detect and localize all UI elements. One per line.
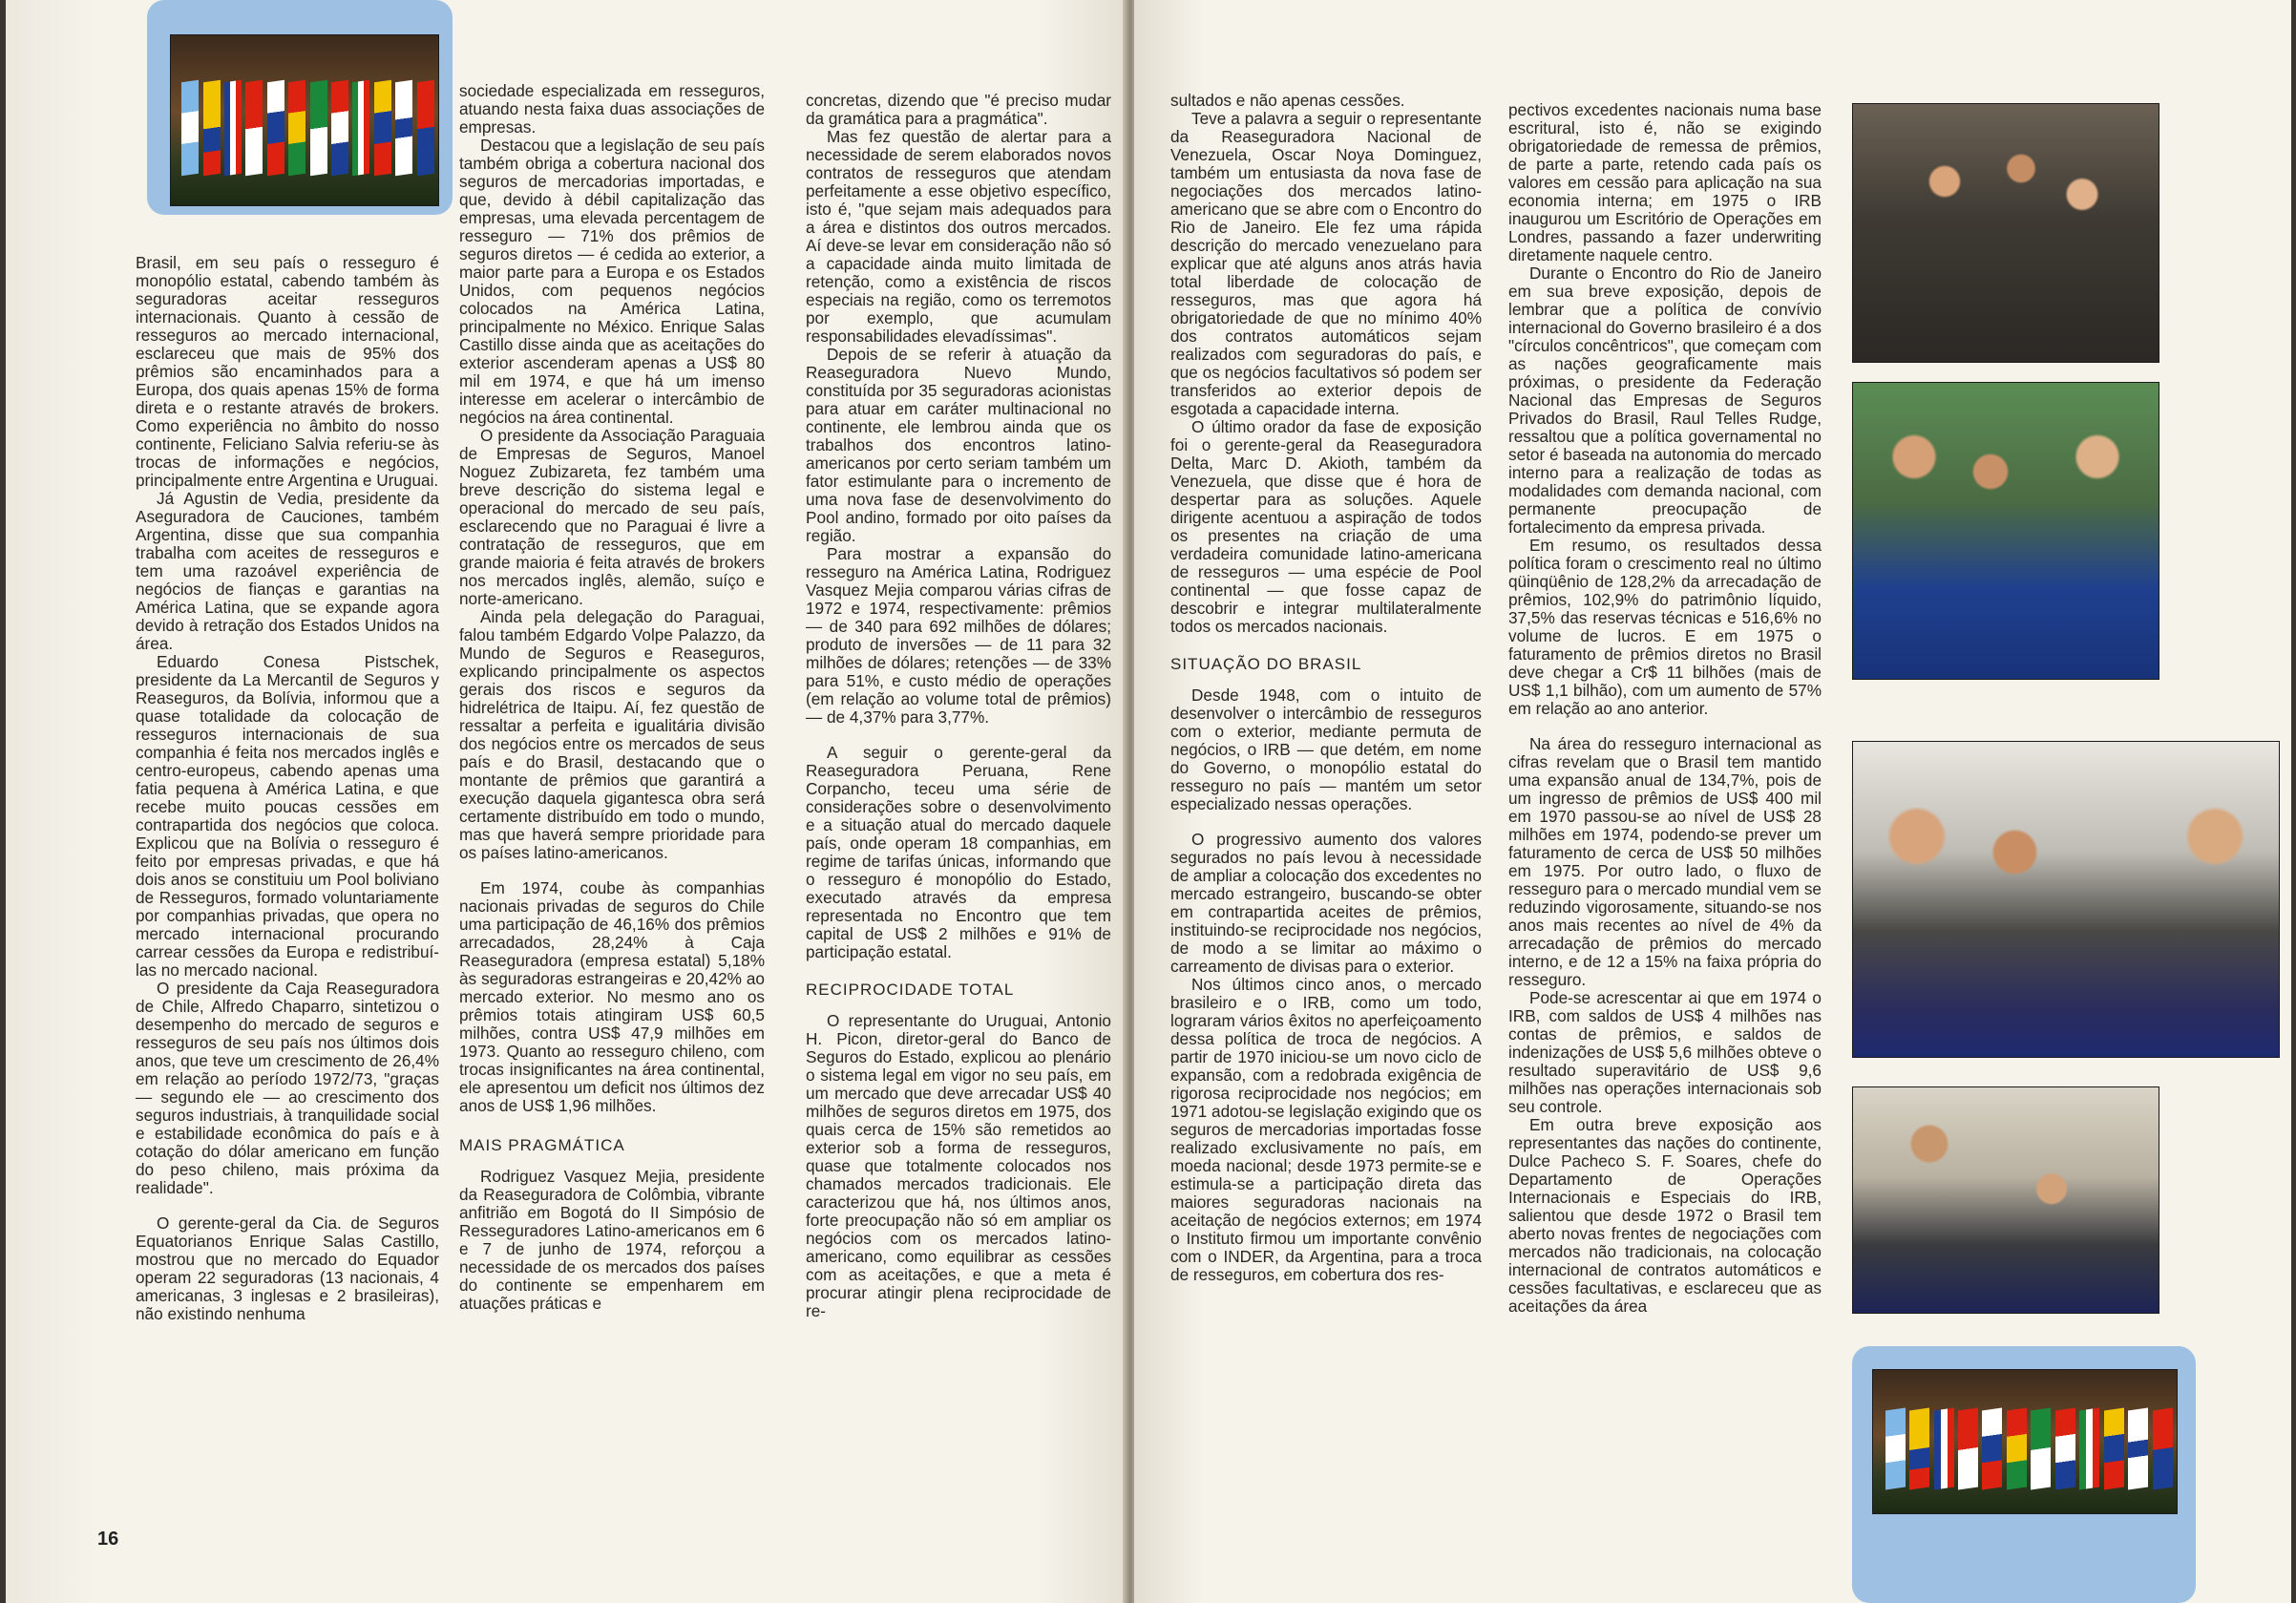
col1-paragraph: Já Agustin de Vedia, presidente da Aseguradora de Cauciones, também Argentina, disse que sua companhia trabalha com aceites de resseguros e tem uma razoável experiência de negócios de fianças e garantias na América Latina, que se expande agora devido à retração dos Estados Unidos na área. xyxy=(136,489,439,653)
page-number: 16 xyxy=(97,1529,119,1550)
right-page xyxy=(1134,0,2291,1603)
col2-paragraph: Destacou que a legislação de seu país também obriga a cobertura nacional dos seguros de mercadorias importadas, e que, devido à débil capitalização das empresas, uma elevada percentagem de resseguro — 71% dos prêmios de seguros diretos — é cedida ao exterior, a maior parte para a Europa e os Estados Unidos, com pequenos negócios colocados na América Latina, principalmente no México. Enrique Salas Castillo disse ainda que as aceitações do exterior ascenderam apenas a US$ 80 mil em 1974, e que há um imenso interesse em acelerar o intercâmbio de negócios na área continental. xyxy=(459,136,765,427)
col5-paragraph: Em outra breve exposição aos representantes das nações do continente, Dulce Pacheco S. F. Soares, chefe do Departamento de Operações Internacionais e Especiais do IRB, salientou que desde 1972 o Brasil tem aberto novas frentes de negociações com mercados não tradicionais, na colocação internacional de contratos automáticos e cessões facultativas, e esclareceu que as aceitações da área xyxy=(1508,1115,1822,1316)
col2-paragraph: Ainda pela delegação do Paraguai, falou também Edgardo Volpe Palazzo, da Mundo de Seguros e Reaseguros, explicando principalmente os aspectos gerais dos riscos e seguros da hidrelétrica de Itaipu. Aí, fez questão de ressaltar a perfeita e igualitária divisão dos negócios entre os mercados de seus país e do Brasil, destacando que o montante de prêmios que garantirá a execução daquela gigantesca obra será certamente distribuído em todo o mundo, mas que haverá sempre prioridade para os países latino-americanos. xyxy=(459,607,765,862)
section-heading-reciprocidade-total: RECIPROCIDADE TOTAL xyxy=(806,981,1015,999)
column-2 xyxy=(459,82,765,1313)
col3-paragraph: Depois de se referir à atuação da Reaseguradora Nuevo Mundo, constituída por 35 seguradoras acionistas para atuar em caráter multinacional no continente, ele lembrou ainda que os trabalhos dos encontros latino-americanos por certo seriam também um fator estimulante para o incremento de uma nova fase de desenvolvimento do Pool andino, formado por oito países da região. xyxy=(806,345,1111,545)
col5-paragraph: Em resumo, os resultados dessa política foram o crescimento real no último qüinqüênio de 128,2% da arrecadação de prêmios, 102,9% do patrimônio líquido, 37,5% das reservas técnicas e 516,6% no volume de lucros. E em 1975 o faturamento de prêmios diretos no Brasil deve chegar a Cr$ 11 bilhões (mais de US$ 1,1 bilhão), com um aumento de 57% em relação ao ano anterior. xyxy=(1508,536,1822,718)
meeting-photo-4 xyxy=(1852,1086,2159,1314)
col3-paragraph: concretas, dizendo que "é preciso mudar da gramática para a pragmática". xyxy=(806,91,1111,128)
col1-paragraph: O gerente-geral da Cia. de Seguros Equatorianos Enrique Salas Castillo, mostrou que no mercado do Equador operam 22 seguradoras (13 nacionais, 4 americanas, 3 inglesas e 2 brasileiras), não existindo nenhuma xyxy=(136,1213,439,1323)
col4-paragraph: Desde 1948, com o intuito de desenvolver o intercâmbio de resseguros com o exterior, mediante permuta de negócios, o IRB — que detém, em nome do Governo, o monopólio estatal do resseguro no país — mantém um setor especializado nessas operações. xyxy=(1170,685,1482,813)
col2-paragraph: sociedade especializada em resseguros, atuando nesta faixa duas associações de empresas. xyxy=(459,81,765,137)
meeting-photo-3 xyxy=(1852,741,2280,1058)
col1-paragraph: Brasil, em seu país o resseguro é monopólio estatal, cabendo também às seguradoras aceitar resseguros internacionais. Quanto à cessão de resseguros ao mercado internacional, esclareceu que mais de 95% dos prêmios são encaminhados para a Europa, dos quais apenas 15% de forma direta e o restante através de brokers. Como experiência no âmbito do nosso continente, Feliciano Salvia referiu-se às trocas de informações e negócios, principalmente entre Argentina e Uruguai. xyxy=(136,253,439,490)
meeting-photo-1 xyxy=(1852,103,2159,363)
col2-paragraph: O presidente da Associação Paraguaia de Empresas de Seguros, Manoel Noguez Zubizareta, fez também uma breve descrição do sistema legal e operacional do mercado de seu país, esclarecendo que no Paraguai é livre a contratação de resseguros, que em grande maioria é feita através de brokers nos mercados inglês, alemão, suíço e norte-americano. xyxy=(459,426,765,608)
flags-photo xyxy=(170,34,439,206)
col2-paragraph: Rodriguez Vasquez Mejia, presidente da Reaseguradora de Colômbia, vibrante anfitrião em Bogotá do II Simpósio de Resseguradores Latino-americanos em 6 e 7 de junho de 1974, reforçou a necessidade de os mercados dos países do continente se empenharem em atuações práticas e xyxy=(459,1167,765,1313)
col4-paragraph: O progressivo aumento dos valores segurados no país levou à necessidade de ampliar a colocação dos excedentes no mercado estrangeiro, buscando-se obter em contrapartida aceites de prêmios, instituindo-se reciprocidade nos negócios, de modo a se limitar ao máximo o carreamento de divisas para o exterior. xyxy=(1170,830,1482,976)
col4-paragraph: Teve a palavra a seguir o representante da Reaseguradora Nacional de Venezuela, Oscar Noya Dominguez, também um entusiasta da nova fase de negociações dos mercados latino-americano que se abre com o Encontro do Rio de Janeiro. Ele fez uma rápida descrição do mercado venezuelano para explicar que até alguns anos atrás havia total liberdade de colocação de resseguros, mas que agora há obrigatoriedade de que no mínimo 40% dos contratos automáticos sejam realizados com seguradoras do país, e que os negócios facultativos só podem ser transferidos ao exterior depois de esgotada a capacidade interna. xyxy=(1170,109,1482,418)
col5-paragraph: pectivos excedentes nacionais numa base escritural, isto é, não se exigindo obrigatoriedade de remessa de prêmios, de parte a parte, retendo cada país os valores em cessão para aplicação na sua economia interna; em 1975 o IRB inaugurou um Escritório de Operações em Londres, passando a fazer underwriting diretamente naquele centro. xyxy=(1508,100,1822,264)
col4-paragraph: Nos últimos cinco anos, o mercado brasileiro e o IRB, como um todo, lograram vários êxitos no aperfeiçoamento dessa política de troca de negócios. A partir de 1970 iniciou-se um novo ciclo de expansão, com a redobrada exigência de rigorosa reciprocidade nos negócios; em 1971 adotou-se legislação exigindo que os seguros de mercadorias importadas fosse realizado exclusivamente no país, em moeda nacional; desde 1973 permite-se e estimula-se a participação direta das maiores seguradoras nacionais na aceitação de negócios externos; em 1974 o Instituto firmou um importante convênio com o INDER, da Argentina, para a troca de resseguros, em cobertura dos res- xyxy=(1170,975,1482,1284)
col2-paragraph: Em 1974, coube às companhias nacionais privadas de seguros do Chile uma participação de 46,16% dos prêmios arrecadados, 28,24% à Caja Reaseguradora (empresa estatal) 5,18% às seguradoras estrangeiras e 20,42% ao mercado exterior. No mesmo ano os prêmios totais atingiram US$ 60,5 milhões, contra US$ 47,9 milhões em 1973. Quanto ao resseguro chileno, com trocas insignificantes na área continental, ele apresentou um deficit nos últimos dez anos de US$ 1,96 milhões. xyxy=(459,878,765,1115)
column-4 xyxy=(1170,92,1482,1284)
section-heading-situacao-do-brasil: SITUAÇÃO DO BRASIL xyxy=(1170,655,1362,673)
left-page xyxy=(6,0,1127,1603)
col5-paragraph: Na área do resseguro internacional as cifras revelam que o Brasil tem mantido uma expansão anual de 134,7%, pois de um ingresso de prêmios de US$ 400 mil em 1970 passou-se ao nível de US$ 28 milhões em 1974, podendo-se prever um faturamento de cerca de US$ 50 milhões em 1975. Por outro lado, o fluxo de resseguro para o mercado mundial vem se reduzindo vigorosamente, situando-se nos anos mais recentes ao nível de 4% da arrecadação de prêmios do mercado interno, e de 12 a 15% na faixa própria do resseguro. xyxy=(1508,734,1822,989)
col5-paragraph: Pode-se acrescentar ai que em 1974 o IRB, com saldos de US$ 4 milhões nas contas de prêmios, e saldos de indenizações de US$ 5,6 milhões obteve o resultado superavitário de US$ 9,6 milhões nas operações internacionais sob seu controle. xyxy=(1508,988,1822,1116)
col3-paragraph: Mas fez questão de alertar para a necessidade de serem elaborados novos contratos de resseguros que atendam perfeitamente a esse objetivo específico, isto é, "que sejam mais adequados para a área e distintos dos outros mercados. Aí deve-se levar em consideração não só a capacidade ainda muito limitada de retenção, como a existência de riscos especiais na região, como os terremotos por exemplo, que acumulam responsabilidades elevadíssimas". xyxy=(806,127,1111,346)
column-5 xyxy=(1508,101,1822,1316)
col3-paragraph: A seguir o gerente-geral da Reaseguradora Peruana, Rene Corpancho, teceu uma série de considerações sobre o desenvolvimento e a situação atual do mercado daquele país, onde operam 18 companhias, em regime de tarifas únicas, informando que o resseguro é monopólio do Estado, executado através da empresa representada no Encontro que tem capital de US$ 2 milhões e 91% de participação estatal. xyxy=(806,743,1111,961)
col4-paragraph: sultados e não apenas cessões. xyxy=(1170,91,1405,110)
col3-paragraph: O representante do Uruguai, Antonio H. Picon, diretor-geral do Banco de Seguros do Estado, explicou ao plenário o sistema legal em vigor no seu país, em um mercado que deve arrecadar US$ 40 milhões de seguros diretos em 1975, dos quais cerca de 15% são remetidos ao exterior sob a forma de resseguros, quase que totalmente colocados nos chamados mercados tradicionais. Ele caracterizou que há, nos últimos anos, forte preocupação não só em ampliar os negócios com os mercados latino-americano, como equilibrar as cessões com as aceitações, e que a meta é procurar atingir plena reciprocidade de re- xyxy=(806,1011,1111,1320)
col1-paragraph: O presidente da Caja Reaseguradora de Chile, Alfredo Chaparro, sintetizou o desempenho do mercado de seguros e resseguros de seu país nos últimos dois anos, que teve um crescimento de 26,4% em relação ao período 1972/73, "graças — segundo ele — ao crescimento dos seguros industriais, à tranquilidade social e estabilidade econômica do país e à cotação do dólar americano em função do peso chileno, mais próxima da realidade". xyxy=(136,979,439,1197)
col3-paragraph: Para mostrar a expansão do resseguro na América Latina, Rodriguez Vasquez Mejia comparou várias cifras de 1972 e 1974, respectivamente: prêmios — de 340 para 692 milhões de dólares; produto de inversões — de 11 para 32 milhões de dólares; retenções — de 33% para 51%, e custo médio de operações (em relação ao volume total de prêmios) — de 4,37% para 3,77%. xyxy=(806,544,1111,727)
flags-photo-2 xyxy=(1872,1369,2178,1514)
section-heading-mais-pragmatica: MAIS PRAGMÁTICA xyxy=(459,1136,625,1154)
col1-paragraph: Eduardo Conesa Pistschek, presidente da La Mercantil de Seguros y Reaseguros, da Bolívia, informou que a quase totalidade da colocação de resseguros internacionais de sua companhia é feita nos mercados inglês e centro-europeus, cabendo apenas uma fatia pequena à América Latina, e que recebe muito poucas cessões em contrapartida dos negócios que coloca. Explicou que na Bolívia o resseguro é feito por empresas privadas, e que há dois anos se constituiu um Pool boliviano de Resseguros, formado voluntariamente por companhias privadas, que opera no mercado internacional procurando carrear cessões da Europa e redistribuí-las no mercado nacional. xyxy=(136,652,439,980)
column-1 xyxy=(136,254,439,1323)
column-3 xyxy=(806,92,1111,1320)
col5-paragraph: Durante o Encontro do Rio de Janeiro em sua breve exposição, depois de lembrar que a política de convívio internacional do Governo brasileiro é a dos "círculos concêntricos", que começam com as nações geograficamente mais próximas, o presidente da Federação Nacional das Empresas de Seguros Privados do Brasil, Raul Telles Rudge, ressaltou que a política governamental no setor é baseada na autonomia do mercado interno para a realização de todas as modalidades com demanda nacional, com permanente preocupação de fortalecimento da empresa privada. xyxy=(1508,264,1822,537)
col4-paragraph: O último orador da fase de exposição foi o gerente-geral da Reaseguradora Delta, Marc D. Akioth, também da Venezuela, que disse que é hora de despertar para as soluções. Aquele dirigente acentuou a aspiração de todos os presentes na criação de uma verdadeira comunidade latino-americana de resseguros — uma espécie de Pool continental — que fosse capaz de descobrir e integrar multilateralmente todos os mercados nacionais. xyxy=(1170,417,1482,636)
meeting-photo-2 xyxy=(1852,382,2159,680)
